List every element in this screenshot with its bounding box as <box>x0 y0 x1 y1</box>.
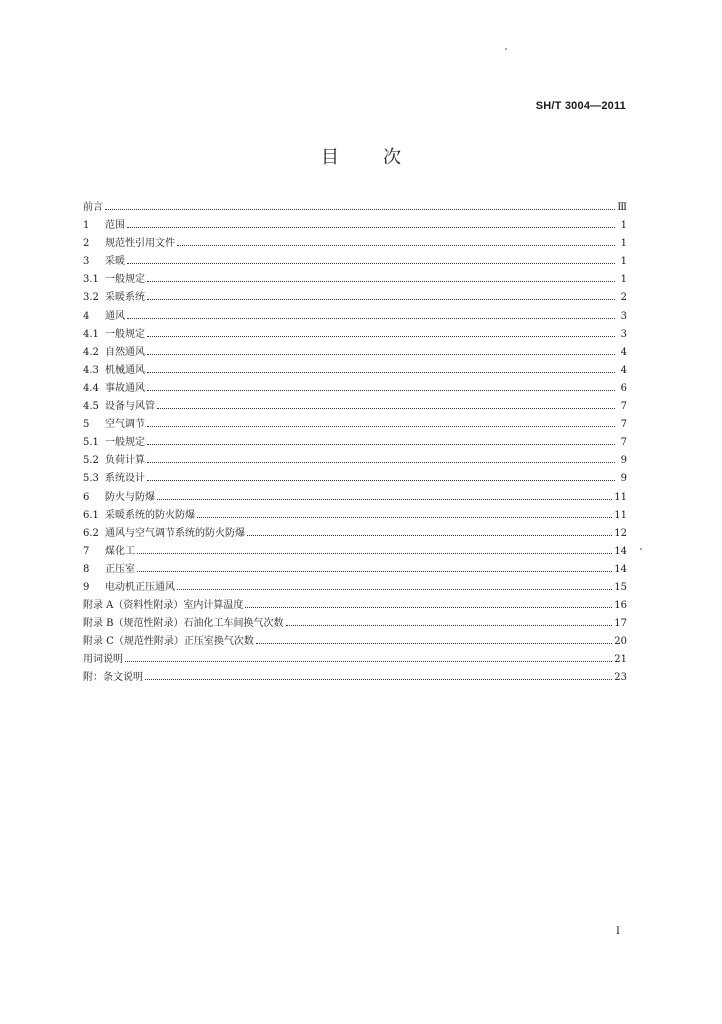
toc-entry[interactable] <box>83 199 627 217</box>
toc-entry[interactable] <box>83 434 627 452</box>
toc-entry[interactable] <box>83 362 627 380</box>
toc-leader-dots <box>147 298 615 300</box>
toc-entry-label: 一般规定 <box>105 437 145 449</box>
toc-leader-dots <box>137 570 612 572</box>
toc-entry[interactable] <box>83 543 627 561</box>
toc-entry[interactable] <box>83 380 627 398</box>
toc-entry[interactable] <box>83 561 627 579</box>
toc-entry-label: 规范性引用文件 <box>105 238 175 250</box>
toc-entry-label: 附录 A（资料性附录）室内计算温度 <box>83 600 244 612</box>
toc-entry-page: 23 <box>614 672 627 684</box>
toc-entry-label: 采暖 <box>105 256 125 268</box>
toc-entry-page: 9 <box>620 455 627 467</box>
title-char-1: 目 <box>321 147 339 168</box>
toc-entry-number: 8 <box>83 563 90 575</box>
toc-entry-page: 12 <box>614 527 627 539</box>
toc-leader-dots <box>105 208 615 210</box>
toc-entry-page: 15 <box>614 581 627 593</box>
toc-entry-page: 3 <box>620 310 627 322</box>
toc-leader-dots <box>147 389 615 391</box>
toc-entry[interactable] <box>83 507 627 525</box>
toc-entry-label: 一般规定 <box>105 328 145 340</box>
toc-entry-page: 17 <box>614 618 627 630</box>
scan-speck <box>505 48 507 50</box>
toc-entry-label: 附：条文说明 <box>83 672 143 684</box>
toc-entry-page: 9 <box>620 473 627 485</box>
toc-entry-number: 2 <box>83 238 90 250</box>
toc-entry[interactable] <box>83 651 627 669</box>
toc-entry-label: 用词说明 <box>83 654 123 666</box>
toc-leader-dots <box>197 516 612 518</box>
toc-entry-number: 4.3 <box>83 364 99 376</box>
toc-entry-label: 煤化工 <box>105 545 135 557</box>
toc-leader-dots <box>245 606 612 608</box>
toc-entry-label: 正压室 <box>105 563 135 575</box>
toc-leader-dots <box>147 443 615 445</box>
toc-entry-label: 负荷计算 <box>105 455 145 467</box>
page-number: Ⅰ <box>616 926 620 937</box>
toc-leader-dots <box>147 280 615 282</box>
toc-leader-dots <box>127 317 615 319</box>
toc-entry[interactable] <box>83 289 627 307</box>
toc-entry-label: 一般规定 <box>105 274 145 286</box>
toc-entry-number: 6 <box>83 491 90 503</box>
toc-leader-dots <box>127 262 615 264</box>
toc-entry[interactable] <box>83 217 627 235</box>
toc-entry-page: 7 <box>620 419 627 431</box>
toc-entry[interactable] <box>83 489 627 507</box>
toc-leader-dots <box>145 678 612 680</box>
toc-entry-label: 采暖系统的防火防爆 <box>105 509 195 521</box>
toc-entry-page: 1 <box>620 274 627 286</box>
toc-entry-label: 附录 B（规范性附录）石油化工车间换气次数 <box>83 618 284 630</box>
toc-entry[interactable] <box>83 452 627 470</box>
toc-entry-page: 3 <box>620 328 627 340</box>
toc-entry[interactable] <box>83 271 627 289</box>
document-code: SH/T 3004—2011 <box>535 100 626 112</box>
toc-entry-number: 5.1 <box>83 437 99 449</box>
toc-entry-number: 9 <box>83 581 90 593</box>
toc-entry[interactable] <box>83 235 627 253</box>
toc-entry-number: 3.2 <box>83 292 99 304</box>
toc-entry[interactable] <box>83 615 627 633</box>
toc-entry-page: 7 <box>620 401 627 413</box>
toc-entry-number: 7 <box>83 545 90 557</box>
toc-entry[interactable] <box>83 669 627 687</box>
toc-entry-label: 附录 C（规范性附录）正压室换气次数 <box>83 636 254 648</box>
toc-entry-label: 自然通风 <box>105 346 145 358</box>
scan-speck <box>640 548 642 550</box>
toc-entry-label: 事故通风 <box>105 382 145 394</box>
toc-entry-label: 前言 <box>83 202 103 213</box>
toc-entry-number: 3.1 <box>83 274 99 286</box>
toc-entry-number: 4.2 <box>83 346 99 358</box>
toc-entry-number: 6.2 <box>83 527 99 539</box>
toc-entry-page: 16 <box>614 600 627 612</box>
toc-entry-number: 1 <box>83 220 90 232</box>
toc-entry[interactable] <box>83 308 627 326</box>
toc-entry[interactable] <box>83 416 627 434</box>
toc-entry-page: 4 <box>620 346 627 358</box>
toc-entry-number: 5.3 <box>83 473 99 485</box>
toc-entry[interactable] <box>83 253 627 271</box>
toc-entry-label: 电动机正压通风 <box>105 581 175 593</box>
toc-entry-page: 4 <box>620 364 627 376</box>
toc-entry-number: 4 <box>83 310 90 322</box>
toc-entry-page: 11 <box>614 491 627 503</box>
toc-entry[interactable] <box>83 398 627 416</box>
toc-entry-label: 通风 <box>105 310 125 322</box>
toc-entry[interactable] <box>83 633 627 651</box>
toc-entry-page: 2 <box>620 292 627 304</box>
toc-leader-dots <box>147 479 615 481</box>
toc-entry-label: 采暖系统 <box>105 292 145 304</box>
toc-leader-dots <box>125 660 612 662</box>
toc-entry-page: 7 <box>620 437 627 449</box>
toc-leader-dots <box>147 353 615 355</box>
toc-entry-page: Ⅲ <box>617 202 627 213</box>
toc-entry-number: 4.1 <box>83 328 99 340</box>
toc-entry-label: 通风与空气调节系统的防火防爆 <box>105 527 245 539</box>
toc-entry[interactable] <box>83 579 627 597</box>
toc-leader-dots <box>147 335 615 337</box>
toc-entry[interactable] <box>83 344 627 362</box>
toc-entry[interactable] <box>83 470 627 488</box>
toc-entry-label: 机械通风 <box>105 364 145 376</box>
toc-leader-dots <box>256 642 612 644</box>
toc-entry-page: 14 <box>614 545 627 557</box>
toc-leader-dots <box>157 407 615 409</box>
toc-entry-label: 空气调节 <box>105 419 145 431</box>
toc-entry-label: 系统设计 <box>105 473 145 485</box>
toc-entry-page: 1 <box>620 220 627 232</box>
toc-leader-dots <box>247 534 612 536</box>
toc-leader-dots <box>127 226 615 228</box>
toc-entry-number: 5 <box>83 419 90 431</box>
toc-leader-dots <box>286 624 613 626</box>
toc-entry-page: 21 <box>614 654 627 666</box>
toc-leader-dots <box>147 461 615 463</box>
toc-leader-dots <box>157 498 612 500</box>
toc-entry-page: 14 <box>614 563 627 575</box>
toc-entry-page: 20 <box>614 636 627 648</box>
toc-entry-number: 4.5 <box>83 401 99 413</box>
toc-entry[interactable] <box>83 326 627 344</box>
toc-entry-number: 3 <box>83 256 90 268</box>
toc-leader-dots <box>177 244 615 246</box>
toc-entry-page: 1 <box>620 256 627 268</box>
title-char-2: 次 <box>383 147 401 168</box>
toc-leader-dots <box>177 588 612 590</box>
toc-entry[interactable] <box>83 597 627 615</box>
toc-entry-number: 5.2 <box>83 455 99 467</box>
toc-entry-page: 6 <box>620 382 627 394</box>
toc-entry-label: 防火与防爆 <box>105 491 155 503</box>
toc-entry-number: 6.1 <box>83 509 99 521</box>
toc-entry-label: 范围 <box>105 220 125 232</box>
toc-entry[interactable] <box>83 525 627 543</box>
toc-entry-page: 1 <box>620 238 627 250</box>
toc-leader-dots <box>137 552 612 554</box>
toc-entry-page: 11 <box>614 509 627 521</box>
toc-entry-number: 4.4 <box>83 382 99 394</box>
toc-leader-dots <box>147 371 615 373</box>
toc-entry-label: 设备与风管 <box>105 401 155 413</box>
table-of-contents <box>83 199 627 688</box>
page-title <box>0 143 722 169</box>
toc-leader-dots <box>147 425 615 427</box>
